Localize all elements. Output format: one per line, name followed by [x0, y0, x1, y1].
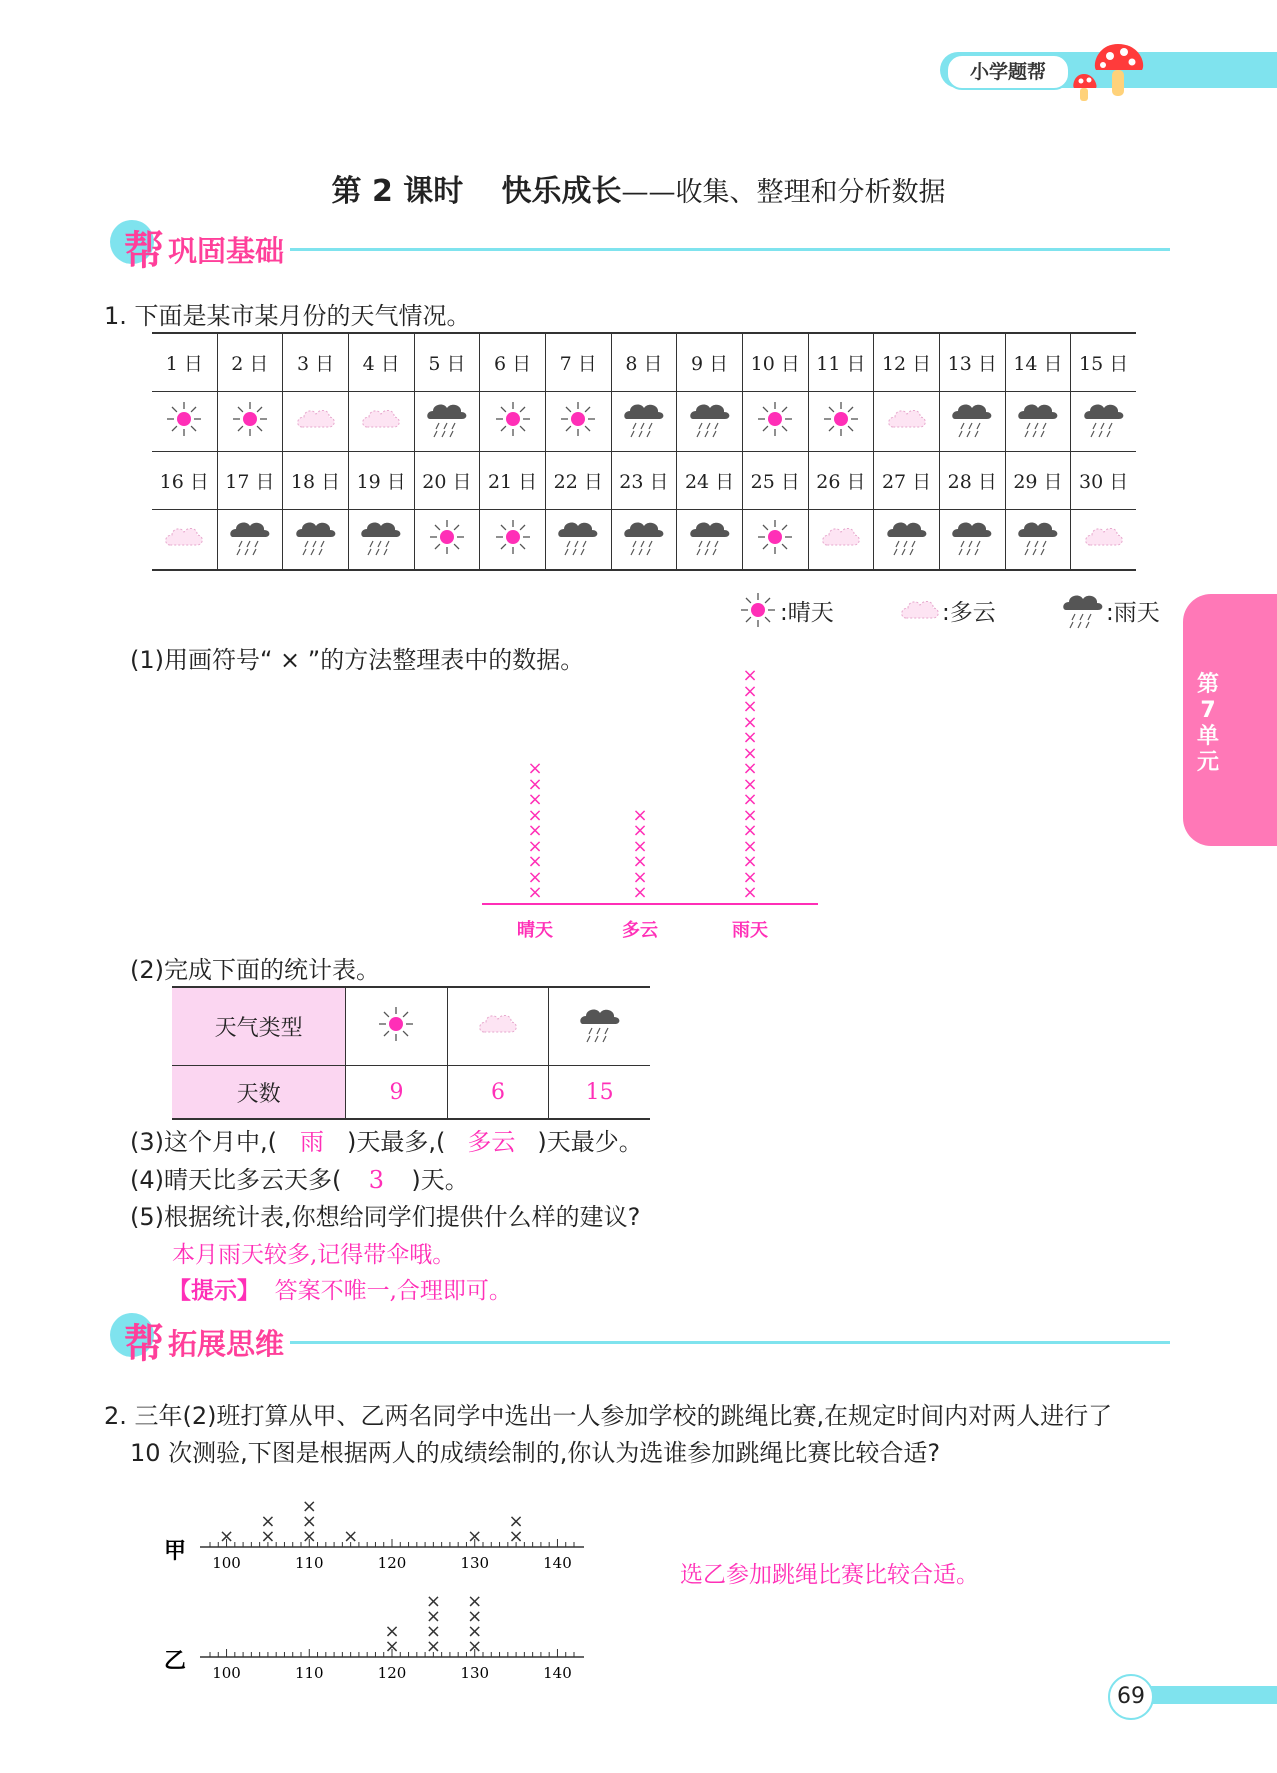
tally-mark: ×	[742, 851, 758, 872]
tally-mark: ×	[742, 804, 758, 826]
tick-label: 130	[460, 1554, 490, 1572]
q1-part2: (2)完成下面的统计表。	[130, 956, 380, 984]
date-cell: 25 日	[742, 452, 808, 510]
tally-mark: ×	[742, 882, 758, 903]
rain-icon	[677, 392, 743, 452]
date-cell: 11 日	[808, 333, 874, 392]
sun-icon	[217, 392, 283, 452]
date-cell: 5 日	[414, 333, 480, 392]
tally-mark: ×	[742, 866, 758, 888]
sun-icon	[742, 392, 808, 452]
tally-mark: ×	[742, 789, 758, 810]
line-plot-svg	[150, 1470, 590, 1580]
legend-rain-label: :雨天	[1106, 600, 1160, 626]
sun-icon	[742, 510, 808, 571]
tally-mark: ×	[632, 835, 648, 857]
tally-category-label: 晴天	[517, 920, 553, 941]
tick-label: 120	[377, 1664, 407, 1682]
answer-most: 雨	[300, 1128, 324, 1156]
cloud-icon	[447, 987, 549, 1066]
rain-icon	[414, 392, 480, 452]
plot-mark: ×	[384, 1621, 400, 1642]
legend-cloud-label: :多云	[942, 600, 996, 626]
tally-mark: ×	[527, 773, 543, 795]
plot-mark: ×	[508, 1526, 524, 1547]
tally-mark: ×	[742, 727, 758, 748]
answer-diff: 3	[368, 1166, 384, 1194]
plot-mark: ×	[260, 1526, 276, 1547]
date-cell: 2 日	[217, 333, 283, 392]
rain-icon	[549, 987, 650, 1066]
cloud-icon	[1071, 510, 1136, 571]
sun-icon	[480, 392, 546, 452]
date-cell: 19 日	[348, 452, 414, 510]
answer-least: 多云	[467, 1128, 516, 1156]
tally-category-label: 雨天	[732, 920, 768, 941]
rain-icon	[1071, 392, 1136, 452]
tally-mark: ×	[527, 866, 543, 888]
plot-mark: ×	[467, 1606, 483, 1627]
tally-mark: ×	[742, 742, 758, 764]
rain-icon	[939, 392, 1005, 452]
plot-mark: ×	[343, 1526, 359, 1547]
date-cell: 12 日	[874, 333, 940, 392]
plot-mark: ×	[425, 1591, 441, 1612]
tick-label: 110	[294, 1664, 324, 1682]
page-number: 69	[1108, 1674, 1154, 1720]
plot-label: 乙	[164, 1649, 187, 1674]
date-cell: 23 日	[611, 452, 677, 510]
rain-icon	[611, 510, 677, 571]
tally-category-label: 多云	[622, 920, 658, 941]
plot-mark: ×	[467, 1591, 483, 1612]
stat-count-cloud: 6	[447, 1066, 549, 1120]
stat-count-sun: 9	[346, 1066, 448, 1120]
brand-label: 小学题帮	[946, 54, 1070, 90]
plot-mark: ×	[425, 1636, 441, 1657]
date-cell: 15 日	[1071, 333, 1136, 392]
cloud-icon	[348, 392, 414, 452]
line-plot-jia	[150, 1470, 590, 1580]
unit-tab-label: 第7单元	[1196, 672, 1219, 775]
cloud-icon	[808, 510, 874, 571]
tally-mark: ×	[527, 804, 543, 826]
tally-baseline	[482, 903, 818, 905]
tick-label: 120	[377, 1554, 407, 1572]
mushroom-icon	[1070, 34, 1150, 104]
tally-mark: ×	[742, 835, 758, 857]
tally-mark: ×	[632, 866, 648, 888]
stat-table	[172, 986, 650, 1120]
plot-mark: ×	[301, 1496, 317, 1517]
stat-row-label: 天数	[172, 1066, 346, 1120]
weather-table	[152, 332, 1136, 571]
stat-header-label: 天气类型	[172, 987, 346, 1066]
q1-part5: (5)根据统计表,你想给同学们提供什么样的建议?	[130, 1203, 641, 1231]
rain-icon	[545, 510, 611, 571]
plot-mark: ×	[218, 1526, 235, 1547]
weather-legend	[738, 590, 1168, 630]
tally-mark: ×	[742, 773, 758, 795]
tally-mark: ×	[632, 882, 648, 903]
sun-icon	[545, 392, 611, 452]
sun-icon	[738, 590, 778, 636]
tick-label: 100	[212, 1664, 241, 1682]
tick-label: 140	[543, 1554, 572, 1572]
plot-mark: ×	[425, 1606, 441, 1627]
date-cell: 21 日	[480, 452, 546, 510]
section2-title: 拓展思维	[168, 1327, 285, 1361]
sun-icon	[808, 392, 874, 452]
plot-mark: ×	[425, 1621, 441, 1642]
date-cell: 30 日	[1071, 452, 1136, 510]
section2-bang: 帮	[124, 1321, 164, 1367]
tally-mark: ×	[742, 696, 758, 717]
rain-icon	[348, 510, 414, 571]
rain-icon	[1005, 392, 1071, 452]
answer-suggestion: 本月雨天较多,记得带伞哦。	[172, 1242, 456, 1268]
sun-icon	[480, 510, 546, 571]
date-cell: 10 日	[742, 333, 808, 392]
q1-stem: 1. 下面是某市某月份的天气情况。	[104, 302, 471, 330]
tally-chart	[480, 660, 820, 950]
stat-count-rain: 15	[549, 1066, 650, 1120]
q2-answer: 选乙参加跳绳比赛比较合适。	[680, 1562, 979, 1588]
q1-part1: (1)用画符号“ × ”的方法整理表中的数据。	[130, 646, 585, 674]
rain-icon	[611, 392, 677, 452]
tally-mark: ×	[742, 758, 758, 779]
sun-icon	[414, 510, 480, 571]
rain-icon	[874, 510, 940, 571]
q2-line2: 10 次测验,下图是根据两人的成绩绘制的,你认为选谁参加跳绳比赛比较合适?	[130, 1439, 941, 1467]
cloud-icon	[283, 392, 349, 452]
date-cell: 4 日	[348, 333, 414, 392]
date-cell: 7 日	[545, 333, 611, 392]
section1-rule	[290, 248, 1170, 251]
tick-label: 100	[212, 1554, 241, 1572]
tally-mark: ×	[742, 711, 758, 733]
page-bar	[1140, 1686, 1277, 1704]
date-cell: 20 日	[414, 452, 480, 510]
tick-label: 130	[460, 1664, 490, 1682]
hint: 【提示】 答案不唯一,合理即可。	[168, 1278, 512, 1304]
cloud-icon	[898, 592, 942, 634]
date-cell: 1 日	[152, 333, 217, 392]
date-cell: 16 日	[152, 452, 217, 510]
tally-mark: ×	[742, 665, 758, 686]
plot-mark: ×	[467, 1621, 483, 1642]
tally-mark: ×	[527, 882, 543, 903]
tick-label: 140	[543, 1664, 572, 1682]
tally-mark: ×	[742, 680, 758, 702]
tally-mark: ×	[527, 851, 543, 872]
date-cell: 3 日	[283, 333, 349, 392]
plot-label: 甲	[164, 1539, 187, 1564]
tally-mark: ×	[527, 789, 543, 810]
line-plot-yi	[150, 1580, 590, 1690]
plot-mark: ×	[260, 1511, 276, 1532]
date-cell: 17 日	[217, 452, 283, 510]
tally-mark: ×	[632, 851, 648, 872]
q1-part3: (3)这个月中,( 雨 )天最多,( 多云 )天最少。	[130, 1122, 643, 1157]
rain-icon	[217, 510, 283, 571]
line-plot-svg	[150, 1580, 590, 1690]
date-cell: 22 日	[545, 452, 611, 510]
date-cell: 14 日	[1005, 333, 1071, 392]
rain-icon	[1060, 590, 1106, 636]
date-cell: 9 日	[677, 333, 743, 392]
rain-icon	[939, 510, 1005, 571]
cloud-icon	[152, 510, 217, 571]
plot-mark: ×	[384, 1636, 400, 1657]
sun-icon	[346, 987, 448, 1066]
tally-mark: ×	[527, 835, 543, 857]
date-cell: 8 日	[611, 333, 677, 392]
rain-icon	[677, 510, 743, 571]
sun-icon	[152, 392, 217, 452]
tally-mark: ×	[527, 758, 543, 779]
date-cell: 13 日	[939, 333, 1005, 392]
date-cell: 28 日	[939, 452, 1005, 510]
date-cell: 18 日	[283, 452, 349, 510]
tally-mark: ×	[742, 820, 758, 841]
plot-mark: ×	[508, 1511, 524, 1532]
q1-part4: (4)晴天比多云天多( 3 )天。	[130, 1166, 469, 1194]
plot-mark: ×	[301, 1526, 317, 1547]
rain-icon	[283, 510, 349, 571]
date-cell: 26 日	[808, 452, 874, 510]
q2-line1: 2. 三年(2)班打算从甲、乙两名同学中选出一人参加学校的跳绳比赛,在规定时间内对两人进行了	[104, 1402, 1113, 1430]
tally-mark: ×	[632, 804, 648, 826]
tick-label: 110	[294, 1554, 324, 1572]
date-cell: 24 日	[677, 452, 743, 510]
date-cell: 29 日	[1005, 452, 1071, 510]
plot-mark: ×	[467, 1526, 483, 1547]
section2-rule	[290, 1341, 1170, 1344]
section1-title: 巩固基础	[168, 234, 285, 268]
plot-mark: ×	[301, 1511, 317, 1532]
cloud-icon	[874, 392, 940, 452]
rain-icon	[1005, 510, 1071, 571]
tally-mark: ×	[632, 820, 648, 841]
date-cell: 6 日	[480, 333, 546, 392]
tally-mark: ×	[527, 820, 543, 841]
legend-sun-label: :晴天	[780, 600, 834, 626]
section1-bang: 帮	[124, 228, 164, 274]
date-cell: 27 日	[874, 452, 940, 510]
lesson-title: 第 2 课时 快乐成长——收集、整理和分析数据	[331, 174, 946, 209]
plot-mark: ×	[467, 1636, 483, 1657]
